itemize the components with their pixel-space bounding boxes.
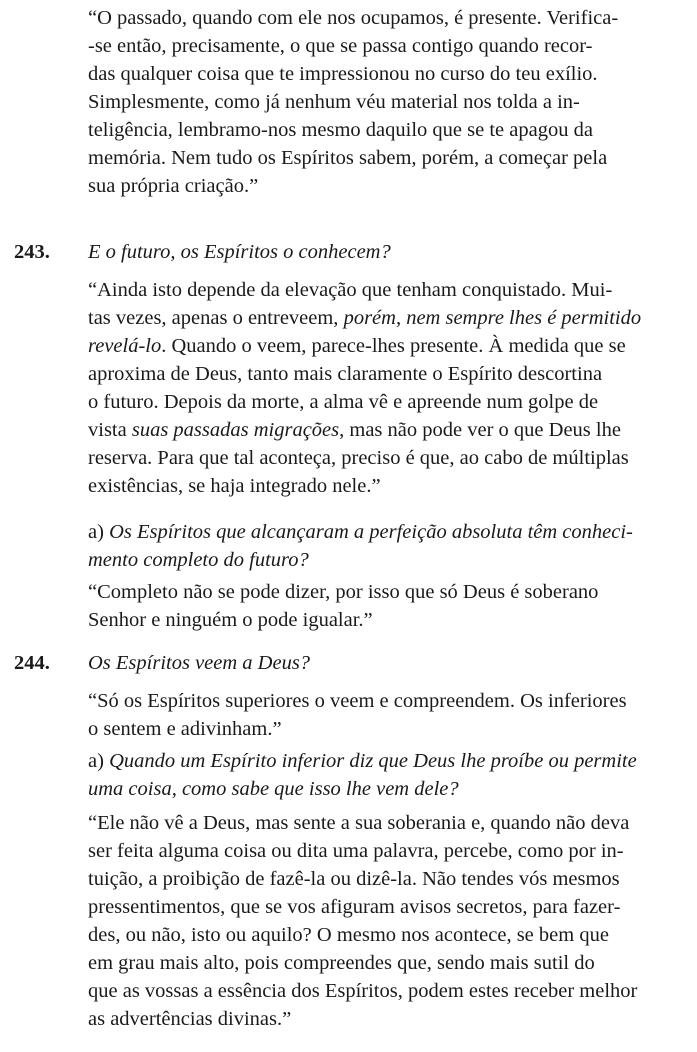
- text-span: tas vezes, apenas o entreveem,: [88, 307, 344, 329]
- text-line: existências, se haja integrado nele.”: [88, 475, 381, 497]
- text-line: o futuro. Depois da morte, a alma vê e apreende num golpe de: [88, 391, 599, 413]
- text-line: teligência, lembramo-nos mesmo daquilo que se te apagou da: [88, 119, 593, 141]
- text-line: tuição, a proibição de fazê-la ou dizê-la. Não tendes vós mesmos: [88, 868, 620, 890]
- text-line: uma coisa, como sabe que isso lhe vem dele?: [88, 778, 459, 800]
- emphasis-text: porém, nem sempre lhes é permitido: [343, 307, 642, 329]
- text-line: [88, 416, 686, 444]
- emphasis-text: revelá-lo: [88, 335, 162, 357]
- text-line: mento completo do futuro?: [88, 549, 309, 571]
- answer-243: [88, 276, 686, 500]
- answer-244: [88, 687, 686, 743]
- text-line: reserva. Para que tal aconteça, preciso é que, ao cabo de múltiplas: [88, 447, 629, 469]
- sub-question-244a: [88, 747, 686, 803]
- text-line: [88, 518, 686, 546]
- sub-question-label: a): [88, 521, 104, 543]
- text-line: em grau mais alto, pois compreendes que, sendo mais sutil do: [88, 952, 595, 974]
- text-line: “Ainda isto depende da elevação que tenham conquistado. Mui-: [88, 279, 613, 301]
- sub-question-text: Os Espíritos que alcançaram a perfeição absoluta têm conheci-: [109, 521, 633, 543]
- text-line: o sentem e adivinham.”: [88, 718, 282, 740]
- text-line: Senhor e ninguém o pode igualar.”: [88, 609, 373, 631]
- text-line: des, ou não, isto ou aquilo? O mesmo nos acontece, se bem que: [88, 924, 609, 946]
- emphasis-text: suas passadas migrações: [131, 419, 340, 441]
- intro-paragraph: [88, 4, 686, 200]
- text-line: aproxima de Deus, tanto mais claramente o Espírito descortina: [88, 363, 603, 385]
- text-line: que as vossas a essência dos Espíritos, podem estes receber melhor: [88, 980, 638, 1002]
- sub-question-label: a): [88, 750, 104, 772]
- text-line: [88, 747, 686, 775]
- question-number-243: 243.: [14, 241, 50, 263]
- text-line: pressentimentos, que se vos afiguram avisos secretos, para fazer-: [88, 896, 621, 918]
- text-line: as advertências divinas.”: [88, 1008, 292, 1030]
- text-line: memória. Nem tudo os Espíritos sabem, porém, a começar pela: [88, 147, 608, 169]
- text-span: , mas não pode ver o que Deus lhe: [339, 419, 621, 441]
- sub-question-243a: [88, 518, 686, 574]
- text-line: ser feita alguma coisa ou dita uma palavra, percebe, como por in-: [88, 840, 624, 862]
- sub-answer-243a: [88, 578, 686, 634]
- question-number-244: 244.: [14, 652, 50, 674]
- text-line: das qualquer coisa que te impressionou no curso do teu exílio.: [88, 63, 598, 85]
- text-line: “Só os Espíritos superiores o veem e compreendem. Os inferiores: [88, 690, 627, 712]
- question-244: Os Espíritos veem a Deus?: [88, 652, 311, 674]
- sub-answer-244a: [88, 809, 686, 1033]
- text-line: Simplesmente, como já nenhum véu material nos tolda a in-: [88, 91, 580, 113]
- sub-question-text: Quando um Espírito inferior diz que Deus lhe proíbe ou permite: [109, 750, 637, 772]
- text-line: “Ele não vê a Deus, mas sente a sua soberania e, quando não deva: [88, 812, 630, 834]
- text-line: “Completo não se pode dizer, por isso que só Deus é soberano: [88, 581, 599, 603]
- text-line: sua própria criação.”: [88, 175, 259, 197]
- text-line: “O passado, quando com ele nos ocupamos, é presente. Verifica-: [88, 7, 619, 29]
- text-line: [88, 304, 686, 332]
- question-243: E o futuro, os Espíritos o conhecem?: [88, 241, 391, 263]
- text-line: [88, 332, 686, 360]
- text-span: vista: [88, 419, 132, 441]
- text-span: . Quando o veem, parece-lhes presente. À medida que se: [161, 335, 626, 357]
- text-line: -se então, precisamente, o que se passa contigo quando recor-: [88, 35, 593, 57]
